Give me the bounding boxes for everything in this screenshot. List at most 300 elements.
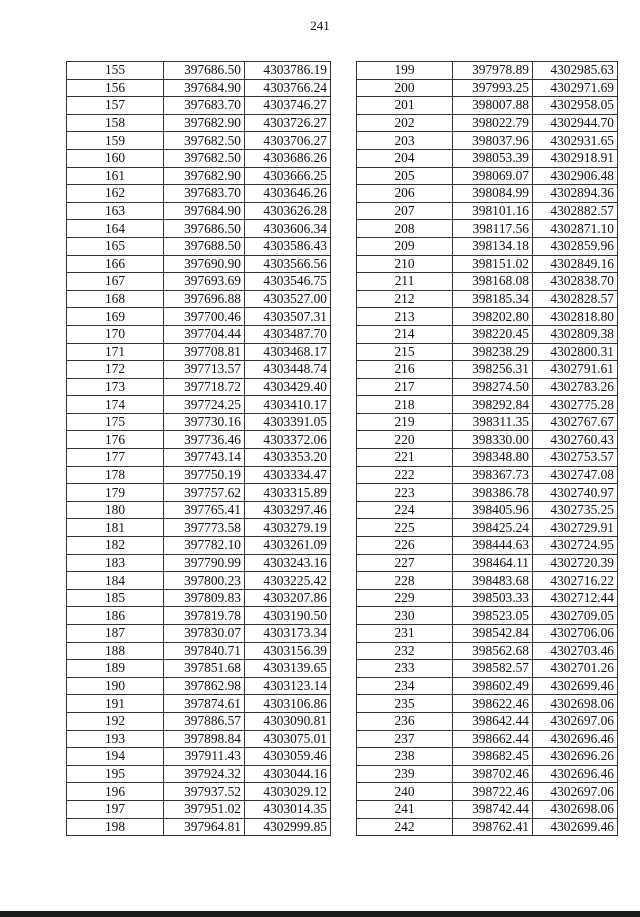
y-coordinate-cell: 4303297.46: [245, 501, 331, 519]
y-coordinate-cell: 4303527.00: [245, 290, 331, 308]
x-coordinate-cell: 398503.33: [453, 589, 533, 607]
point-number-cell: 228: [357, 572, 453, 590]
y-coordinate-cell: 4303410.17: [245, 396, 331, 414]
x-coordinate-cell: 398022.79: [453, 114, 533, 132]
point-number-cell: 178: [67, 466, 164, 484]
x-coordinate-cell: 397724.25: [164, 396, 245, 414]
y-coordinate-cell: 4303372.06: [245, 431, 331, 449]
point-number-cell: 213: [357, 308, 453, 326]
x-coordinate-cell: 398425.24: [453, 519, 533, 537]
table-row: [67, 466, 331, 484]
point-number-cell: 206: [357, 185, 453, 203]
x-coordinate-cell: 397765.41: [164, 501, 245, 519]
table-row: [357, 308, 618, 326]
x-coordinate-cell: 397851.68: [164, 660, 245, 678]
y-coordinate-cell: 4302696.46: [533, 730, 618, 748]
point-number-cell: 226: [357, 537, 453, 555]
x-coordinate-cell: 398274.50: [453, 378, 533, 396]
x-coordinate-cell: 397924.32: [164, 765, 245, 783]
table-row: [67, 132, 331, 150]
x-coordinate-cell: 398762.41: [453, 818, 533, 836]
y-coordinate-cell: 4303106.86: [245, 695, 331, 713]
y-coordinate-cell: 4302800.31: [533, 343, 618, 361]
point-number-cell: 194: [67, 748, 164, 766]
table-row: [357, 466, 618, 484]
x-coordinate-cell: 397688.50: [164, 237, 245, 255]
point-number-cell: 182: [67, 537, 164, 555]
table-row: [357, 149, 618, 167]
table-row: [67, 149, 331, 167]
point-number-cell: 198: [67, 818, 164, 836]
point-number-cell: 172: [67, 361, 164, 379]
point-number-cell: 156: [67, 79, 164, 97]
table-row: [357, 501, 618, 519]
point-number-cell: 193: [67, 730, 164, 748]
x-coordinate-cell: 397704.44: [164, 325, 245, 343]
table-row: [357, 97, 618, 115]
point-number-cell: 207: [357, 202, 453, 220]
table-row: [357, 677, 618, 695]
table-row: [357, 712, 618, 730]
x-coordinate-cell: 397964.81: [164, 818, 245, 836]
y-coordinate-cell: 4302747.08: [533, 466, 618, 484]
y-coordinate-cell: 4302724.95: [533, 537, 618, 555]
y-coordinate-cell: 4303044.16: [245, 765, 331, 783]
x-coordinate-cell: 397690.90: [164, 255, 245, 273]
y-coordinate-cell: 4303746.27: [245, 97, 331, 115]
y-coordinate-cell: 4303586.43: [245, 237, 331, 255]
table-row: [67, 712, 331, 730]
y-coordinate-cell: 4303315.89: [245, 484, 331, 502]
table-row: [357, 449, 618, 467]
point-number-cell: 167: [67, 273, 164, 291]
point-number-cell: 181: [67, 519, 164, 537]
y-coordinate-cell: 4302906.48: [533, 167, 618, 185]
y-coordinate-cell: 4302882.57: [533, 202, 618, 220]
x-coordinate-cell: 397686.50: [164, 62, 245, 80]
y-coordinate-cell: 4302818.80: [533, 308, 618, 326]
y-coordinate-cell: 4302698.06: [533, 695, 618, 713]
x-coordinate-cell: 397684.90: [164, 79, 245, 97]
point-number-cell: 204: [357, 149, 453, 167]
point-number-cell: 235: [357, 695, 453, 713]
point-number-cell: 231: [357, 625, 453, 643]
y-coordinate-cell: 4303225.42: [245, 572, 331, 590]
y-coordinate-cell: 4302944.70: [533, 114, 618, 132]
y-coordinate-cell: 4303429.40: [245, 378, 331, 396]
x-coordinate-cell: 397800.23: [164, 572, 245, 590]
y-coordinate-cell: 4302697.06: [533, 712, 618, 730]
table-row: [357, 730, 618, 748]
table-row: [357, 79, 618, 97]
x-coordinate-cell: 397951.02: [164, 800, 245, 818]
x-coordinate-cell: 398386.78: [453, 484, 533, 502]
x-coordinate-cell: 398311.35: [453, 413, 533, 431]
y-coordinate-cell: 4303279.19: [245, 519, 331, 537]
point-number-cell: 225: [357, 519, 453, 537]
y-coordinate-cell: 4302767.67: [533, 413, 618, 431]
table-row: [357, 255, 618, 273]
y-coordinate-cell: 4303139.65: [245, 660, 331, 678]
point-number-cell: 202: [357, 114, 453, 132]
x-coordinate-cell: 397696.88: [164, 290, 245, 308]
y-coordinate-cell: 4303566.56: [245, 255, 331, 273]
y-coordinate-cell: 4303666.25: [245, 167, 331, 185]
x-coordinate-cell: 397683.70: [164, 97, 245, 115]
x-coordinate-cell: 398602.49: [453, 677, 533, 695]
table-row: [67, 572, 331, 590]
x-coordinate-cell: 398523.05: [453, 607, 533, 625]
x-coordinate-cell: 398101.16: [453, 202, 533, 220]
table-row: [357, 132, 618, 150]
point-number-cell: 164: [67, 220, 164, 238]
table-row: [67, 220, 331, 238]
point-number-cell: 227: [357, 554, 453, 572]
x-coordinate-cell: 397840.71: [164, 642, 245, 660]
table-row: [357, 396, 618, 414]
x-coordinate-cell: 397790.99: [164, 554, 245, 572]
y-coordinate-cell: 4303353.20: [245, 449, 331, 467]
table-row: [67, 642, 331, 660]
table-row: [357, 343, 618, 361]
x-coordinate-cell: 398444.63: [453, 537, 533, 555]
table-row: [67, 325, 331, 343]
x-coordinate-cell: 398483.68: [453, 572, 533, 590]
x-coordinate-cell: 397684.90: [164, 202, 245, 220]
x-coordinate-cell: 397819.78: [164, 607, 245, 625]
y-coordinate-cell: 4303243.16: [245, 554, 331, 572]
table-row: [357, 290, 618, 308]
y-coordinate-cell: 4302791.61: [533, 361, 618, 379]
x-coordinate-cell: 397757.62: [164, 484, 245, 502]
y-coordinate-cell: 4303766.24: [245, 79, 331, 97]
point-number-cell: 183: [67, 554, 164, 572]
y-coordinate-cell: 4302698.06: [533, 800, 618, 818]
x-coordinate-cell: 397682.90: [164, 167, 245, 185]
x-coordinate-cell: 397713.57: [164, 361, 245, 379]
point-number-cell: 220: [357, 431, 453, 449]
table-row: [357, 607, 618, 625]
point-number-cell: 175: [67, 413, 164, 431]
x-coordinate-cell: 398037.96: [453, 132, 533, 150]
point-number-cell: 162: [67, 185, 164, 203]
x-coordinate-cell: 397937.52: [164, 783, 245, 801]
point-number-cell: 238: [357, 748, 453, 766]
table-row: [67, 660, 331, 678]
y-coordinate-cell: 4302783.26: [533, 378, 618, 396]
y-coordinate-cell: 4302999.85: [245, 818, 331, 836]
x-coordinate-cell: 398662.44: [453, 730, 533, 748]
y-coordinate-cell: 4303606.34: [245, 220, 331, 238]
table-row: [67, 677, 331, 695]
y-coordinate-cell: 4303786.19: [245, 62, 331, 80]
table-row: [67, 484, 331, 502]
table-row: [67, 114, 331, 132]
y-coordinate-cell: 4302828.57: [533, 290, 618, 308]
point-number-cell: 221: [357, 449, 453, 467]
point-number-cell: 171: [67, 343, 164, 361]
table-row: [357, 572, 618, 590]
table-row: [67, 431, 331, 449]
x-coordinate-cell: 398168.08: [453, 273, 533, 291]
point-number-cell: 216: [357, 361, 453, 379]
table-row: [67, 413, 331, 431]
point-number-cell: 157: [67, 97, 164, 115]
y-coordinate-cell: 4303507.31: [245, 308, 331, 326]
y-coordinate-cell: 4303706.27: [245, 132, 331, 150]
y-coordinate-cell: 4302971.69: [533, 79, 618, 97]
page-number: 241: [310, 18, 330, 33]
point-number-cell: 168: [67, 290, 164, 308]
x-coordinate-cell: 398069.07: [453, 167, 533, 185]
point-number-cell: 191: [67, 695, 164, 713]
point-number-cell: 188: [67, 642, 164, 660]
x-coordinate-cell: 397782.10: [164, 537, 245, 555]
x-coordinate-cell: 398622.46: [453, 695, 533, 713]
point-number-cell: 241: [357, 800, 453, 818]
x-coordinate-cell: 398702.46: [453, 765, 533, 783]
table-row: [357, 325, 618, 343]
x-coordinate-cell: 397736.46: [164, 431, 245, 449]
y-coordinate-cell: 4302720.39: [533, 554, 618, 572]
table-row: [67, 62, 331, 80]
x-coordinate-cell: 397730.16: [164, 413, 245, 431]
y-coordinate-cell: 4303546.75: [245, 273, 331, 291]
y-coordinate-cell: 4302706.06: [533, 625, 618, 643]
point-number-cell: 236: [357, 712, 453, 730]
y-coordinate-cell: 4302985.63: [533, 62, 618, 80]
x-coordinate-cell: 397682.50: [164, 149, 245, 167]
table-row: [67, 537, 331, 555]
x-coordinate-cell: 398220.45: [453, 325, 533, 343]
table-row: [357, 800, 618, 818]
table-row: [67, 748, 331, 766]
table-row: [357, 237, 618, 255]
x-coordinate-cell: 398238.29: [453, 343, 533, 361]
x-coordinate-cell: 397743.14: [164, 449, 245, 467]
table-row: [67, 765, 331, 783]
table-row: [357, 62, 618, 80]
point-number-cell: 210: [357, 255, 453, 273]
table-row: [357, 748, 618, 766]
y-coordinate-cell: 4303448.74: [245, 361, 331, 379]
x-coordinate-cell: 398292.84: [453, 396, 533, 414]
table-row: [67, 97, 331, 115]
table-row: [357, 519, 618, 537]
table-row: [67, 167, 331, 185]
table-row: [67, 396, 331, 414]
y-coordinate-cell: 4302716.22: [533, 572, 618, 590]
x-coordinate-cell: 398742.44: [453, 800, 533, 818]
y-coordinate-cell: 4303075.01: [245, 730, 331, 748]
table-row: [357, 361, 618, 379]
point-number-cell: 219: [357, 413, 453, 431]
x-coordinate-cell: 398330.00: [453, 431, 533, 449]
table-row: [67, 308, 331, 326]
point-number-cell: 184: [67, 572, 164, 590]
x-coordinate-cell: 397978.89: [453, 62, 533, 80]
point-number-cell: 170: [67, 325, 164, 343]
table-row: [67, 343, 331, 361]
y-coordinate-cell: 4302703.46: [533, 642, 618, 660]
y-coordinate-cell: 4302809.38: [533, 325, 618, 343]
table-row: [357, 431, 618, 449]
y-coordinate-cell: 4303156.39: [245, 642, 331, 660]
x-coordinate-cell: 398542.84: [453, 625, 533, 643]
point-number-cell: 218: [357, 396, 453, 414]
table-row: [357, 818, 618, 836]
point-number-cell: 234: [357, 677, 453, 695]
x-coordinate-cell: 397993.25: [453, 79, 533, 97]
y-coordinate-cell: 4303090.81: [245, 712, 331, 730]
table-row: [357, 185, 618, 203]
y-coordinate-cell: 4303468.17: [245, 343, 331, 361]
table-row: [67, 800, 331, 818]
point-number-cell: 209: [357, 237, 453, 255]
point-number-cell: 195: [67, 765, 164, 783]
y-coordinate-cell: 4302712.44: [533, 589, 618, 607]
y-coordinate-cell: 4302753.57: [533, 449, 618, 467]
x-coordinate-cell: 398348.80: [453, 449, 533, 467]
point-number-cell: 240: [357, 783, 453, 801]
x-coordinate-cell: 397809.83: [164, 589, 245, 607]
y-coordinate-cell: 4302735.25: [533, 501, 618, 519]
y-coordinate-cell: 4303391.05: [245, 413, 331, 431]
point-number-cell: 165: [67, 237, 164, 255]
point-number-cell: 230: [357, 607, 453, 625]
y-coordinate-cell: 4303334.47: [245, 466, 331, 484]
table-row: [357, 114, 618, 132]
point-number-cell: 233: [357, 660, 453, 678]
x-coordinate-cell: 398185.34: [453, 290, 533, 308]
point-number-cell: 187: [67, 625, 164, 643]
point-number-cell: 215: [357, 343, 453, 361]
table-row: [67, 501, 331, 519]
point-number-cell: 229: [357, 589, 453, 607]
x-coordinate-cell: 398202.80: [453, 308, 533, 326]
x-coordinate-cell: 398582.57: [453, 660, 533, 678]
table-row: [357, 378, 618, 396]
table-row: [67, 589, 331, 607]
point-number-cell: 224: [357, 501, 453, 519]
table-row: [67, 554, 331, 572]
table-row: [357, 220, 618, 238]
y-coordinate-cell: 4303646.26: [245, 185, 331, 203]
x-coordinate-cell: 397683.70: [164, 185, 245, 203]
y-coordinate-cell: 4302696.46: [533, 765, 618, 783]
table-row: [357, 589, 618, 607]
table-row: [67, 730, 331, 748]
point-number-cell: 199: [357, 62, 453, 80]
table-row: [357, 783, 618, 801]
point-number-cell: 201: [357, 97, 453, 115]
point-number-cell: 211: [357, 273, 453, 291]
y-coordinate-cell: 4303686.26: [245, 149, 331, 167]
x-coordinate-cell: 397886.57: [164, 712, 245, 730]
table-row: [67, 607, 331, 625]
x-coordinate-cell: 397693.69: [164, 273, 245, 291]
coordinates-table-right: [356, 61, 618, 836]
y-coordinate-cell: 4303059.46: [245, 748, 331, 766]
point-number-cell: 158: [67, 114, 164, 132]
table-row: [67, 361, 331, 379]
y-coordinate-cell: 4302894.36: [533, 185, 618, 203]
y-coordinate-cell: 4303207.86: [245, 589, 331, 607]
point-number-cell: 196: [67, 783, 164, 801]
y-coordinate-cell: 4302859.96: [533, 237, 618, 255]
y-coordinate-cell: 4302696.26: [533, 748, 618, 766]
y-coordinate-cell: 4302699.46: [533, 677, 618, 695]
x-coordinate-cell: 398053.39: [453, 149, 533, 167]
x-coordinate-cell: 397911.43: [164, 748, 245, 766]
table-row: [67, 79, 331, 97]
point-number-cell: 177: [67, 449, 164, 467]
x-coordinate-cell: 397874.61: [164, 695, 245, 713]
x-coordinate-cell: 397700.46: [164, 308, 245, 326]
table-row: [357, 273, 618, 291]
x-coordinate-cell: 398007.88: [453, 97, 533, 115]
x-coordinate-cell: 398682.45: [453, 748, 533, 766]
table-row: [357, 537, 618, 555]
point-number-cell: 163: [67, 202, 164, 220]
x-coordinate-cell: 397830.07: [164, 625, 245, 643]
point-number-cell: 185: [67, 589, 164, 607]
x-coordinate-cell: 398256.31: [453, 361, 533, 379]
x-coordinate-cell: 397686.50: [164, 220, 245, 238]
point-number-cell: 232: [357, 642, 453, 660]
point-number-cell: 237: [357, 730, 453, 748]
x-coordinate-cell: 397862.98: [164, 677, 245, 695]
point-number-cell: 212: [357, 290, 453, 308]
y-coordinate-cell: 4303029.12: [245, 783, 331, 801]
y-coordinate-cell: 4302701.26: [533, 660, 618, 678]
table-row: [357, 695, 618, 713]
x-coordinate-cell: 398151.02: [453, 255, 533, 273]
table-row: [357, 202, 618, 220]
table-row: [357, 625, 618, 643]
point-number-cell: 222: [357, 466, 453, 484]
x-coordinate-cell: 398117.56: [453, 220, 533, 238]
y-coordinate-cell: 4302729.91: [533, 519, 618, 537]
point-number-cell: 208: [357, 220, 453, 238]
coordinates-table-left: [66, 61, 331, 836]
y-coordinate-cell: 4303014.35: [245, 800, 331, 818]
y-coordinate-cell: 4302958.05: [533, 97, 618, 115]
table-row: [67, 818, 331, 836]
scan-bottom-edge: [0, 911, 640, 917]
table-row: [67, 202, 331, 220]
point-number-cell: 190: [67, 677, 164, 695]
x-coordinate-cell: 397898.84: [164, 730, 245, 748]
point-number-cell: 179: [67, 484, 164, 502]
point-number-cell: 223: [357, 484, 453, 502]
table-row: [357, 642, 618, 660]
point-number-cell: 200: [357, 79, 453, 97]
table-row: [67, 625, 331, 643]
point-number-cell: 174: [67, 396, 164, 414]
point-number-cell: 197: [67, 800, 164, 818]
table-row: [67, 237, 331, 255]
x-coordinate-cell: 398642.44: [453, 712, 533, 730]
x-coordinate-cell: 397718.72: [164, 378, 245, 396]
point-number-cell: 186: [67, 607, 164, 625]
point-number-cell: 203: [357, 132, 453, 150]
y-coordinate-cell: 4302775.28: [533, 396, 618, 414]
point-number-cell: 161: [67, 167, 164, 185]
table-row: [67, 290, 331, 308]
y-coordinate-cell: 4303190.50: [245, 607, 331, 625]
x-coordinate-cell: 397682.90: [164, 114, 245, 132]
